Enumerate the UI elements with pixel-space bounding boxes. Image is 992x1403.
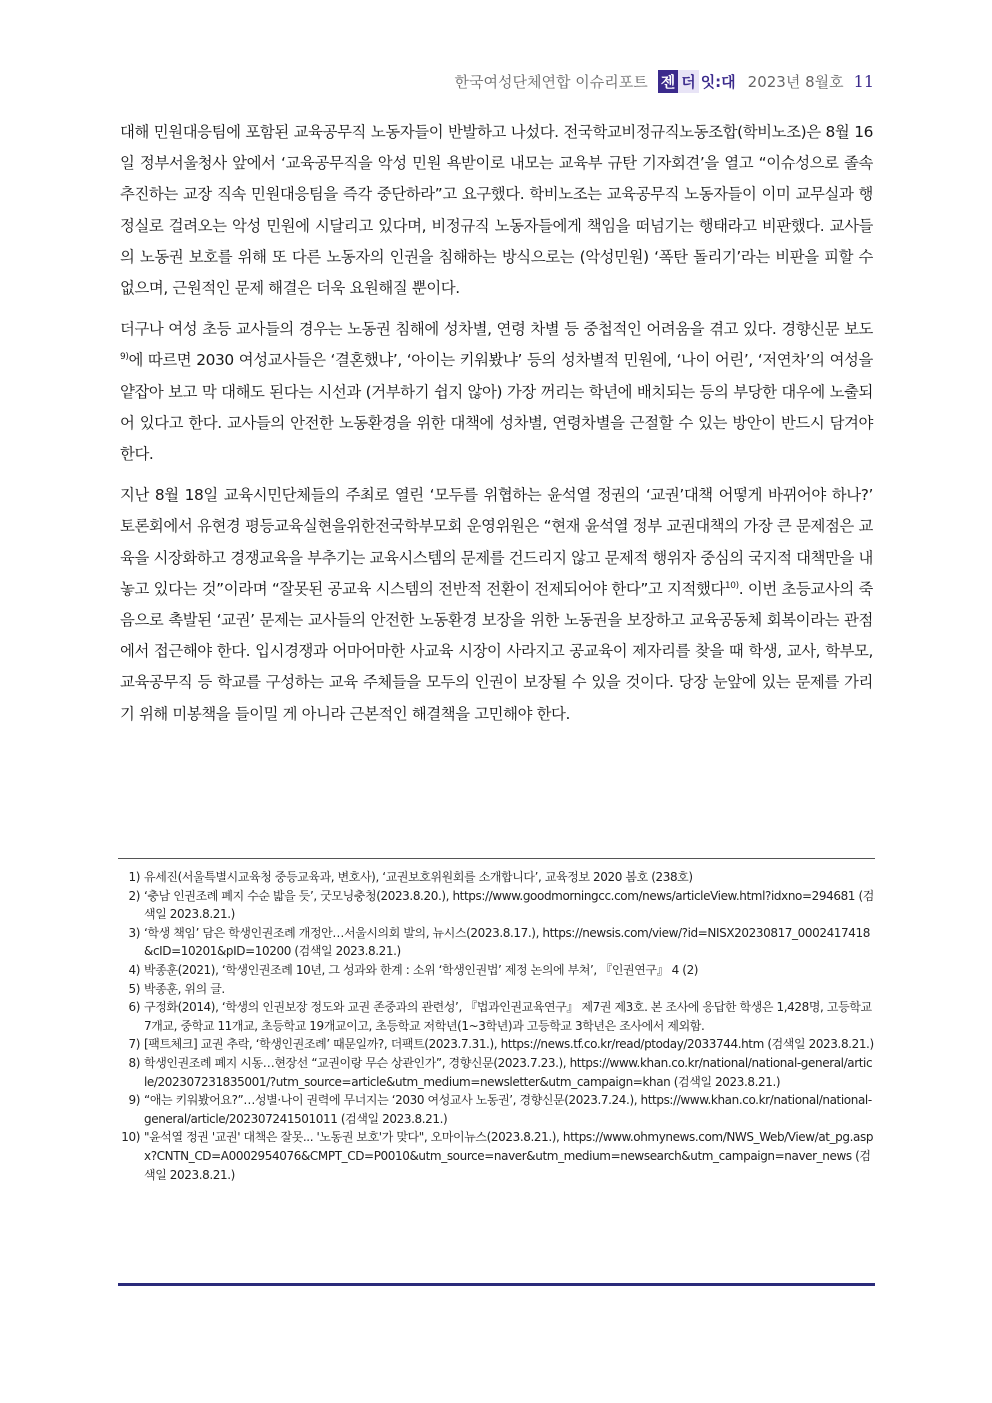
footnote-divider [118,858,875,859]
paragraph: 대해 민원대응팀에 포함된 교육공무직 노동자들이 반발하고 나섰다. 전국학교비정규직노동조합(학비노조)은 8월 16일 정부서울청사 앞에서 ‘교육공무직을 악성 민원 욕받이로 내모는 교육부 규탄 기자회견’을 열고 “이슈성으로 졸속 추진하는 교장 직속 민원대응팀을 즉각 중단하라”고 요구했다. 학비노조는 교육공무직 노동자들이 이미 교무실과 행정실로 걸려오는 악성 민원에 시달리고 있다며, 비정규직 노동자들에게 책임을 떠넘기는 행태라고 비판했다. 교사들의 노동권 보호를 위해 또 다른 노동자의 인권을 침해하는 방식으로는 (악성민원) ‘폭탄 돌리기’라는 비판을 피할 수 없으며, 근원적인 문제 해결은 더욱 요원해질 뿐이다. [120,123,873,298]
footnote-number: 8) [128,1055,140,1070]
brand-logo [658,70,738,93]
footnote [118,1128,875,1184]
footnote-number: 2) [128,888,140,903]
footnote-text: 박종훈, 위의 글. [144,981,225,996]
page-number: 11 [853,71,874,91]
footnote [118,1054,875,1091]
footnote-number: 10) [121,1130,140,1145]
publication-name: 한국여성단체연합 이슈리포트 [454,72,648,91]
body-text [120,117,873,740]
footnote [118,924,875,961]
issue-date: 2023년 8월호 [747,72,844,91]
brand-logo-part-2: 더 [678,70,699,93]
footnote [118,1091,875,1128]
footnote-text: 유세진(서울특별시교육청 중등교육과, 변호사), ‘교권보호위원회를 소개합니다’, 교육정보 2020 봄호 (238호) [144,870,693,884]
footnote [118,1035,875,1054]
footnote [118,980,875,999]
paragraph: 지난 8월 18일 교육시민단체들의 주최로 열린 ‘모두를 위협하는 윤석열 정권의 ‘교권’대책 어떻게 바뀌어야 하나?’ 토론회에서 유현경 평등교육실현을위한전국학부모회 운영위원은 “현재 윤석열 정부 교권대책의 가장 큰 문제점은 교육을 시장화하고 경쟁교육을 부추기는 교육시스템의 문제를 건드리지 않고 문제적 행위자 중심의 국지적 대책만을 내놓고 있다는 것”이라며 “잘못된 공교육 시스템의 전반적 전환이 전제되어야 한다”고 지적했다$^{10)}$. 이번 초등교사의 죽음으로 촉발된 ‘교권’ 문제는 교사들의 안전한 노동환경 보장을 위한 노동권을 보장하고 교육공동체 회복이라는 관점에서 접근해야 한다. 입시경쟁과 어마어마한 사교육 시장이 사라지고 공교육이 제자리를 찾을 때 학생, 교사, 학부모, 교육공무직 등 학교를 구성하는 교육 주체들을 모두의 인권이 보장될 수 있을 것이다. 당장 눈앞에 있는 문제를 가리기 위해 미봉책을 들이밀 게 아니라 근본적인 해결책을 고민해야 한다. [120,486,873,723]
footnote-text: 박종훈(2021), ‘학생인권조례 10년, 그 성과와 한계 : 소위 ‘학생인권법’ 제정 논의에 부쳐’, 『인권연구』 4 (2) [144,962,699,977]
page-bottom-rule [118,1283,875,1286]
footnote-text: ‘충남 인권조례 폐지 수순 밟을 듯’, 굿모닝충청(2023.8.20.), https://www.goodmorningcc.com/news/articleView.html?idxno=294681 (검색일 2023.8.21.) [144,888,874,922]
footnote-text: "윤석열 정권 '교권' 대책은 잘못... '노동권 보호'가 맞다", 오마이뉴스(2023.8.21.), https://www.ohmynews.com/NWS_Web/View/at_pg.aspx?CNTN_CD=A0002954076&CMPT_CD=P0010&utm_source=naver&utm_medium=newsearch&utm_campaign=naver_news (검색일 2023.8.21.) [144,1130,874,1182]
footnote-reference: 9) [120,352,129,363]
footnote [118,998,875,1035]
footnote-number: 6) [128,1000,140,1015]
paragraph: 더구나 여성 초등 교사들의 경우는 노동권 침해에 성차별, 연령 차별 등 중첩적인 어려움을 겪고 있다. 경향신문 보도$^{9)}$에 따르면 2030 여성교사들은 ‘결혼했냐’, ‘아이는 키워봤냐’ 등의 성차별적 민원에, ‘나이 어린’, ‘저연차’의 여성을 얕잡아 보고 막 대해도 된다는 시선과 (거부하기 쉽지 않아) 가장 꺼리는 학년에 배치되는 등의 부당한 대우에 노출되어 있다고 한다. 교사들의 안전한 노동환경을 위한 대책에 성차별, 연령차별을 근절할 수 있는 방안이 반드시 담겨야 한다. [120,320,873,464]
footnote-text: 학생인권조례 폐지 시동…현장선 “교권이랑 무슨 상관인가”, 경향신문(2023.7.23.), https://www.khan.co.kr/national/national-general/article/202307231835001/?utm_source=article&utm_medium=newsletter&utm_campaign=khan (검색일 2023.8.21.) [144,1055,873,1089]
footnote-text: 구정화(2014), ‘학생의 인권보장 정도와 교권 존중과의 관련성’, 『법과인권교육연구』 제7권 제3호. 본 조사에 응답한 학생은 1,428명, 고등학교 7개교, 중학교 11개교, 초등학교 19개교이고, 초등학교 저학년(1~3학년)과 고등학교 3학년은 조사에서 제외함. [144,1000,872,1033]
footnote-text: [팩트체크] 교권 추락, ‘학생인권조례’ 때문일까?, 더팩트(2023.7.31.), https://news.tf.co.kr/read/ptoday/2033744.htm (검색일 2023.8.21.) [144,1037,874,1052]
footnote-number: 3) [128,925,140,940]
footnote-number: 1) [128,870,140,884]
footnote-number: 7) [128,1037,140,1052]
footnote-text: ‘학생 책임’ 담은 학생인권조례 개정안…서울시의회 발의, 뉴시스(2023.8.17.), https://newsis.com/view/?id=NISX20230817_0002417418&cID=10201&pID=10200 (검색일 2023.8.21.) [144,925,870,959]
footnote [118,887,875,924]
footnote [118,961,875,980]
footnote-reference: 10) [724,580,739,591]
footnote-text: “애는 키워봤어요?”…성별·나이 권력에 무너지는 ‘2030 여성교사 노동권’, 경향신문(2023.7.24.), https://www.khan.co.kr/national/national-general/article/202307241501011 (검색일 2023.8.21.) [144,1093,872,1126]
footnote-number: 5) [128,981,140,996]
footnote-number: 9) [128,1093,140,1108]
footnotes [118,868,875,1184]
footnote-number: 4) [128,962,140,977]
footnote [118,868,875,887]
brand-logo-part-1: 젠 [658,70,679,93]
brand-logo-part-3: 잇:대 [700,72,736,91]
page-header [455,68,874,94]
